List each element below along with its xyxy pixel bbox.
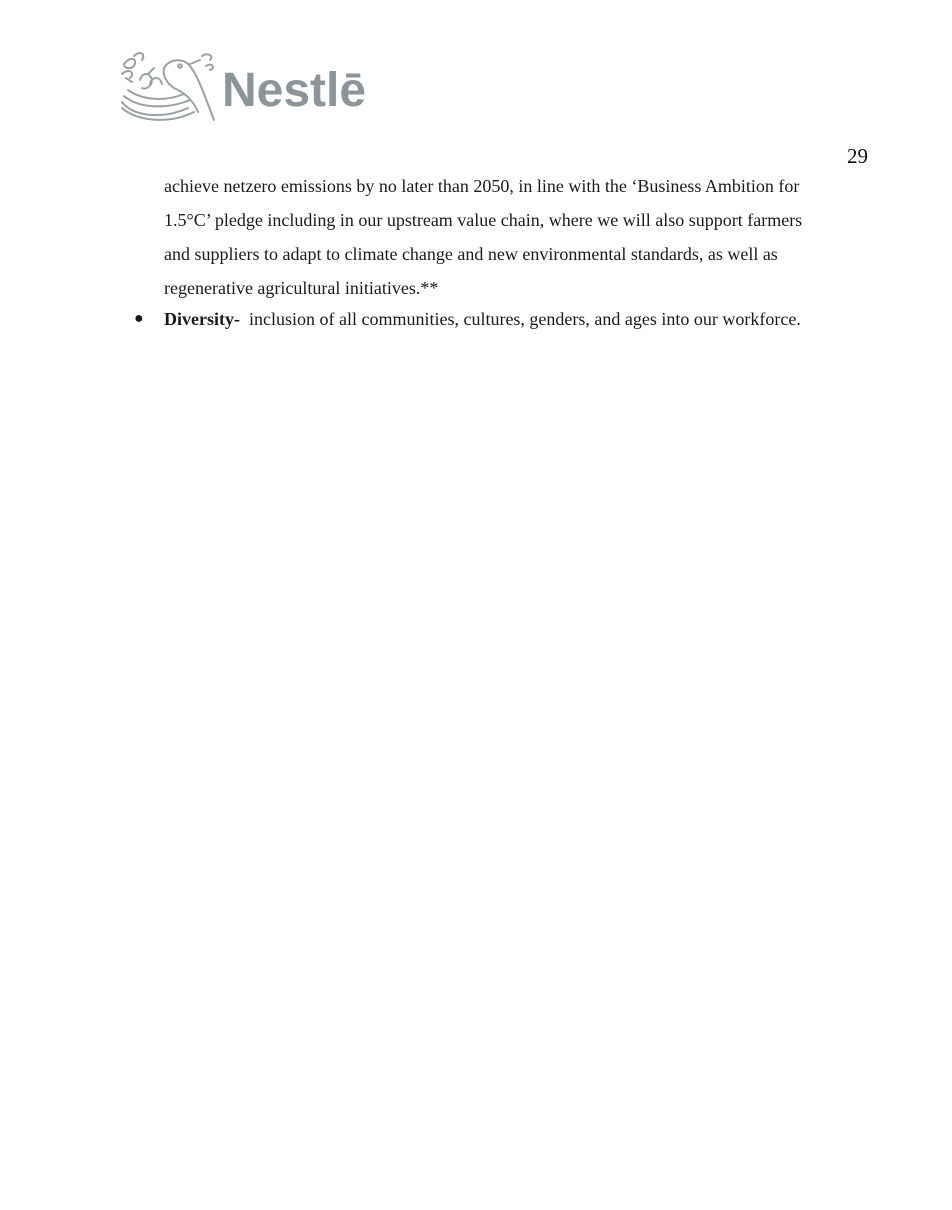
paragraph-line: achieve netzero emissions by no later than 2050, in line with the ‘Business Ambition for: [164, 176, 800, 196]
bullet-term: Diversity-: [164, 309, 240, 329]
nestle-wordmark: Nestlē: [222, 64, 367, 117]
nestle-logo: [118, 50, 368, 126]
bullet-marker: ●: [134, 310, 144, 327]
bullet-text: [164, 304, 801, 334]
bullet-body: inclusion of all communities, cultures, genders, and ages into our workforce.: [248, 309, 801, 329]
nestle-nest-emblem-icon: [118, 50, 368, 126]
continued-paragraph: [164, 169, 869, 305]
paragraph-line: regenerative agricultural initiatives.**: [164, 278, 439, 298]
paragraph-line: and suppliers to adapt to climate change and new environmental standards, as well as: [164, 244, 778, 264]
paragraph-line: 1.5°C’ pledge including in our upstream value chain, where we will also support farmers: [164, 210, 803, 230]
page-number: 29: [847, 144, 868, 168]
